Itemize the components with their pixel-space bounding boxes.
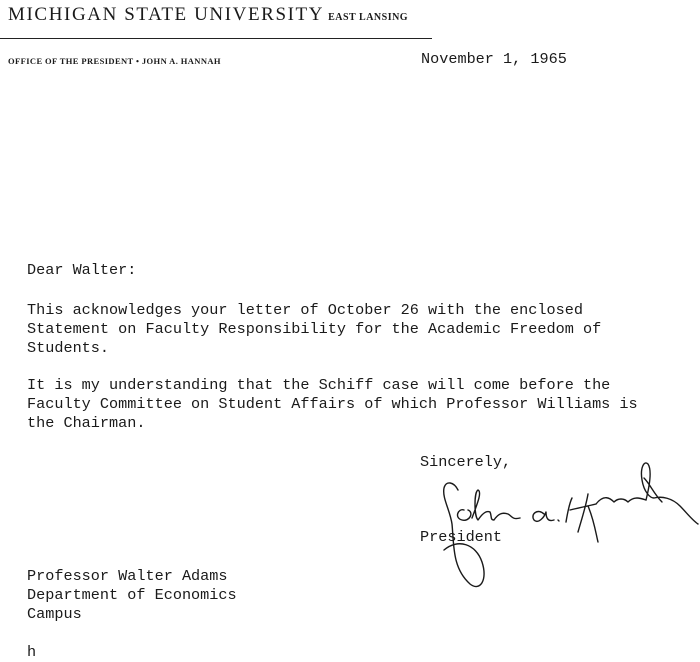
body-paragraph-1: This acknowledges your letter of October 26 with the enclosed Statement on Faculty Responsibility for the Academic Freedom of Students.: [27, 301, 602, 357]
office-line: OFFICE OF THE PRESIDENT • JOHN A. HANNAH: [8, 56, 221, 66]
institution-location: EAST LANSING: [328, 12, 409, 23]
institution-name: MICHIGAN STATE UNIVERSITY: [8, 4, 325, 25]
handwritten-signature: [418, 458, 700, 594]
body-paragraph-2: It is my understanding that the Schiff case will come before the Faculty Committee on Student Affairs of which Professor Williams is the Chairman.: [27, 376, 638, 432]
letterhead-title: [8, 4, 408, 26]
recipient-address: Professor Walter Adams Department of Economics Campus: [27, 567, 237, 623]
letterhead-divider: [0, 38, 432, 39]
letter-date: November 1, 1965: [421, 50, 567, 68]
closing: Sincerely,: [420, 453, 512, 471]
typist-initials: h: [27, 643, 37, 661]
signer-title: President: [420, 528, 503, 546]
salutation: Dear Walter:: [27, 261, 137, 279]
